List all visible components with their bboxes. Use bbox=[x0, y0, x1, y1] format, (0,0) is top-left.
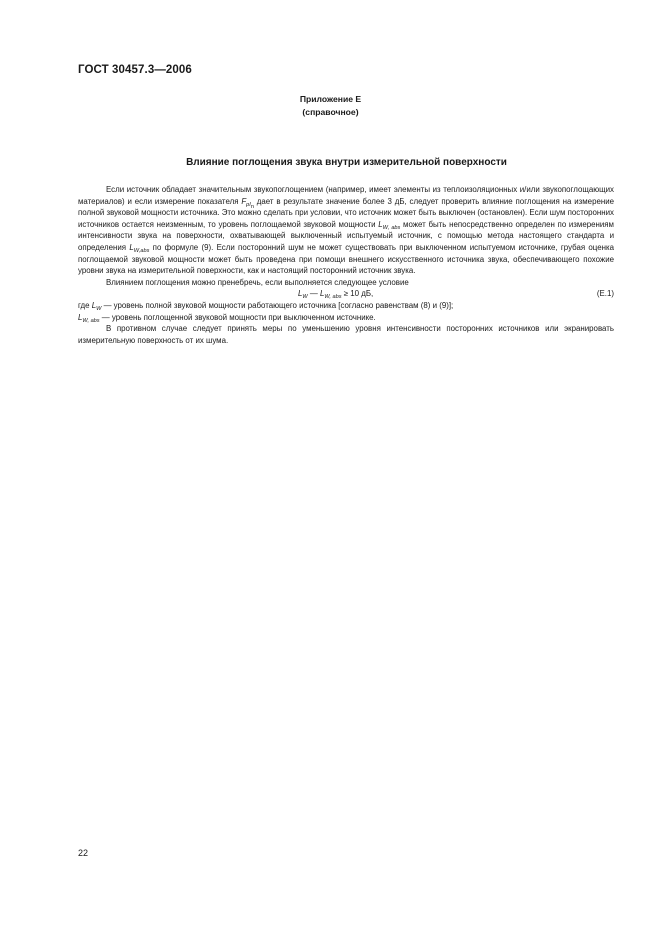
where-line-1: где $L_W$ — уровень полной звуковой мощности работающего источника [согласно равенствам (8) и (9)]; bbox=[78, 300, 454, 312]
body-text bbox=[78, 184, 614, 346]
page-number: 22 bbox=[78, 848, 89, 858]
symbol-L-abs-2-subscript: W,abs bbox=[133, 247, 150, 254]
formula-number: (Е.1) bbox=[596, 289, 614, 299]
symbol-L-abs: L bbox=[378, 219, 383, 229]
p1-text-2: дает в результате значение более 3 дБ, следует проверить влияние поглощения на измерение полной звуковой мощности источника. Это можно сделать при условии, что источник может быть выключен (остановлен). Если шум посторонних источников остается неизменным, то уровень поглощаемой звуковой мощности bbox=[78, 196, 615, 229]
annex-subtitle: (справочное) bbox=[302, 107, 359, 117]
formula-expression: $L_W$ — $L_{W, abs} \ge 10$ дБ, bbox=[298, 289, 374, 301]
symbol-F-subsubscript: n bbox=[250, 203, 254, 210]
symbol-F: F bbox=[241, 196, 247, 206]
symbol-L-abs-2: L bbox=[129, 242, 134, 252]
paragraph-3: В противном случае следует принять меры по уменьшению уровня интенсивности посторонних источников или экранировать измерительную поверхность от их шума. bbox=[78, 324, 614, 345]
annex-title: Приложение Е bbox=[299, 94, 362, 104]
section-title: Влияние поглощения звука внутри измерительной поверхности bbox=[186, 157, 507, 168]
p1-text-4: по формуле (9). Если посторонний шум не может существовать при выключенном испытуемом источнике, грубая оценка поглощаемой звуковой мощности может быть проведена при помощи внешнего искусственного источника звука, обеспечивающего похожие уровни звука на измерительной поверхности, как и настоящий посторонний источник звука. bbox=[78, 242, 614, 276]
p1-text-1: Если источник обладает значительным звукопоглощением (например, имеет элементы из теплоизоляционных и/или звукопоглощающих материалов) и если измерение показателя bbox=[78, 185, 614, 206]
formula-e1 bbox=[78, 288, 614, 300]
document-header: ГОСТ 30457.3—2006 bbox=[78, 64, 192, 76]
paragraph-1 bbox=[78, 184, 614, 277]
where-line-2: $L_{W, abs}$ — уровень поглощенной звуковой мощности при выключенном источнике. bbox=[78, 312, 376, 324]
paragraph-2: Влиянием поглощения можно пренебречь, если выполняется следующее условие bbox=[106, 277, 409, 287]
symbol-F-subscript: pIn bbox=[246, 201, 254, 210]
p1-text-3: может быть непосредственно определен по измерениям интенсивности звука на поверхности, охватывающей выключенный испытуемый источник, с помощью метода настоящего стандарта и определения bbox=[78, 219, 614, 252]
symbol-L-abs-subscript: W, abs bbox=[382, 224, 401, 231]
